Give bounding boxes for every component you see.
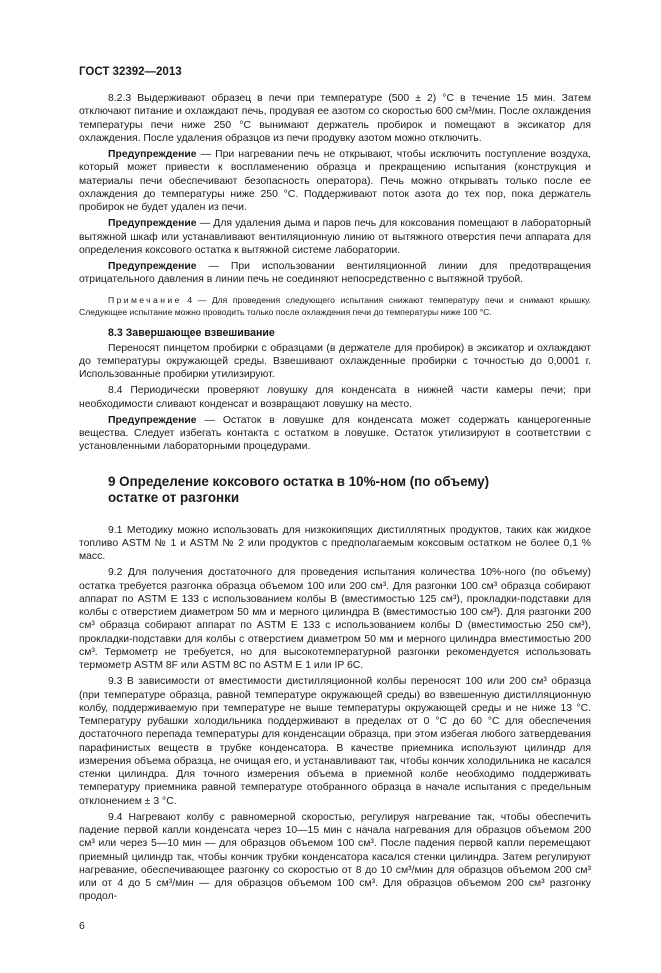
warning-4 (79, 414, 591, 454)
section-8-3-heading: 8.3 Завершающее взвешивание (108, 326, 275, 339)
warning-2 (79, 217, 591, 257)
document-body (79, 92, 591, 904)
warning-text: — При нагревании печь не открывают, чтобы исключить поступление воздуха, который может привести к воспламенению образца и прекращению испытания (конструкция и материалы печи обеспечивают безопасность оператора). Печь можно открывать только после ее охлаждения до температуры ниже 250 °С. Поддерживают поток азота до тех пор, пока держатель пробирок не будет удален из печи. (79, 149, 591, 213)
warning-label: Предупреждение (108, 261, 197, 272)
paragraph-9-1: 9.1 Методику можно использовать для низкокипящих дистиллятных продуктов, таких как жидкое топливо ASTM № 1 и ASTM № 2 или продуктов с предполагаемым коксовым остатком не более 0,1 % масс. (79, 524, 591, 562)
heading-line: остатке от разгонки (108, 489, 240, 505)
heading-line: 9 Определение коксового остатка в 10%-ном (по объему) (108, 473, 490, 489)
note-label: Примечание (108, 294, 182, 305)
paragraph-8-3: Переносят пинцетом пробирки с образцами (в держателе для пробирок) в эксикатор и охлаждают до температуры окружающей среды. Взвешивают охлажденные пробирки с точностью до 0,0001 г. Использованные пробирки утилизируют. (79, 342, 591, 380)
warning-text: — Остаток в ловушке для конденсата может содержать канцерогенные вещества. Следует избегать контакта с остатком в ловушке. Остаток утилизируют в соответствии с установленными лабораторными процедурами. (79, 414, 591, 453)
paragraph-9-2: 9.2 Для получения достаточного для проведения испытания количества 10%-ного (по объему) остатка требуется разгонка образца объемом 100 или 200 см³. Для разгонки 100 см³ образца собирают аппарат по ASTM E 133 с использованием колбы В (вместимостью 125 см³), прокладки-подставки для колбы с отверстием диаметром 50 мм и мерного цилиндра В (вместимостью 100 см³). Для разгонки 200 см³ образца собирают аппарат по ASTM E 133 с использованием колбы D (вместимостью 250 см³), прокладки-подставки для колбы с отверстием диаметром 50 мм и мерного цилиндра вместимостью 200 см³. Термометр не требуется, но для высокотемпературной разгонки рекомендуется использовать термометр ASTM 8F или ASTM 8C по ASTM E 1 или IP 6C. (79, 567, 591, 671)
section-9-heading (79, 474, 591, 506)
paragraph-9-4: 9.4 Нагревают колбу с равномерной скоростью, регулируя нагревание так, чтобы обеспечить падение первой капли конденсата через 10—15 мин с начала нагревания для образцов объемом 200 см³ или через 5—10 мин — для образцов объемом 100 см³. После падения первой капли перемещают приемный цилиндр так, чтобы кончик трубки конденсатора касался стенки цилиндра. Затем регулируют нагревание, обеспечивающее разгонку со скоростью от 8 до 10 см³/мин для образцов объемом 200 см³ или от 4 до 5 см³/мин — для образцов объемом 100 см³. Для образцов объемом 200 см³ разгонку продол- (79, 811, 591, 903)
note-text: 4 — Для проведения следующего испытания снижают температуру печи и снимают крышку. Следующее испытание можно проводить только после охлаждения печи до температуры ниже 100 °С. (79, 294, 591, 317)
warning-text: — При использовании вентиляционной линии для предотвращения отрицательного давления в линии печь не соединяют непосредственно с вытяжной трубой. (79, 261, 591, 286)
document-header: ГОСТ 32392—2013 (79, 66, 182, 78)
paragraph-8-4: 8.4 Периодически проверяют ловушку для конденсата в нижней части камеры печи; при необходимости сливают конденсат и возвращают ловушку на место. (79, 385, 591, 410)
page-number: 6 (79, 919, 85, 932)
paragraph-9-3: 9.3 В зависимости от вместимости дистилляционной колбы переносят 100 или 200 см³ образца (при температуре образца, равной температуре окружающей среды) во взвешенную дистилляционную колбу, поддерживаемую при температуре не выше температуры окружающей среды и не ниже 13 °С. Температуру рубашки холодильника поддерживают в пределах от 0 °С до 60 °С для обеспечения достаточного перепада температуры для конденсации образца, при этом избегая любого затвердевания парафинистых веществ в трубке конденсатора. В качестве приемника используют цилиндр для измерения объема образца, не очищая его, и устанавливают так, чтобы кончик холодильника не касался стенки цилиндра. Для точного измерения объема в приемной колбе необходимо поддерживать температуру приемника равной температуре отобранного образца в начале испытания с предельным отклонением ± 3 °С. (79, 676, 591, 807)
note-4 (79, 294, 591, 318)
paragraph-8-2-3: 8.2.3 Выдерживают образец в печи при температуре (500 ± 2) °С в течение 15 мин. Затем отключают питание и охлаждают печь, продувая ее азотом со скоростью 600 см³/мин. После охлаждения температуры печи ниже 250 °С вынимают держатель пробирок и помещают в эксикатор для охлаждения. После удаления образцов из печи продувку азотом можно отключить. (79, 93, 591, 144)
warning-3 (79, 260, 591, 287)
warning-1 (79, 148, 591, 214)
warning-label: Предупреждение (108, 218, 197, 230)
warning-label: Предупреждение (108, 414, 197, 426)
warning-text: — Для удаления дыма и паров печь для коксования помещают в лабораторный вытяжной шкаф или устанавливают вентиляционную линию от вытяжного отверстия печи аппарата для определения коксового остатка к вытяжной системе лаборатории. (79, 218, 591, 256)
warning-label: Предупреждение (108, 149, 197, 160)
